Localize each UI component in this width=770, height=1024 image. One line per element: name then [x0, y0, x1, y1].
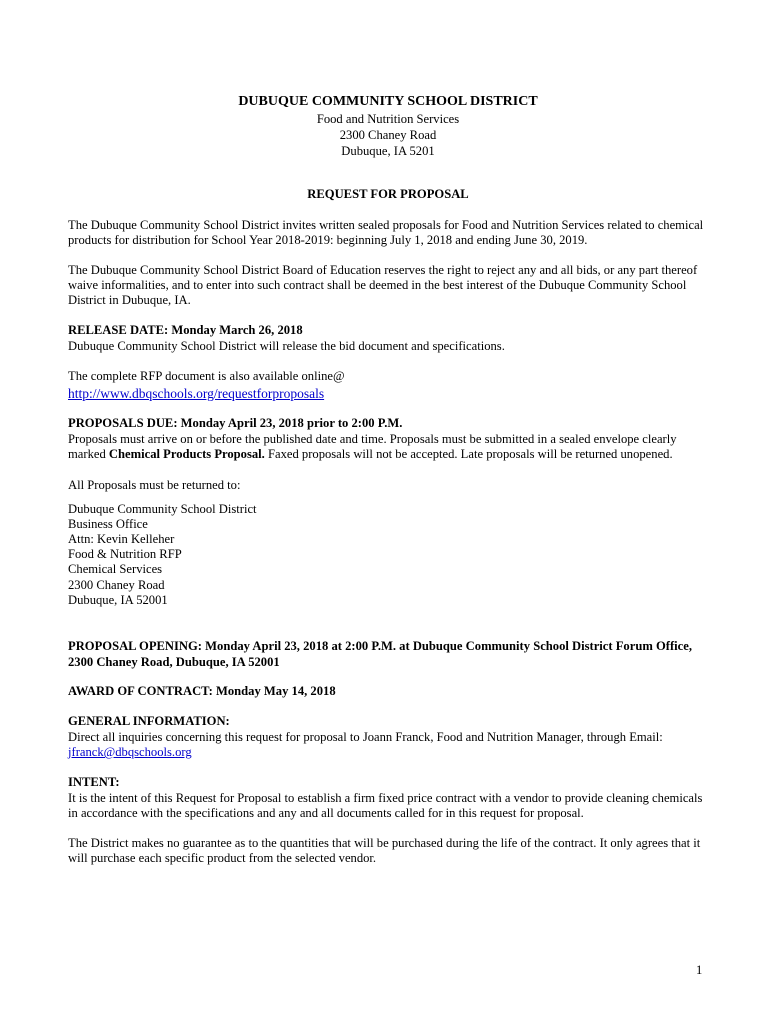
return-address-line: Chemical Services [68, 562, 163, 576]
header-address-line2: Dubuque, IA 5201 [341, 144, 435, 158]
online-availability-text: The complete RFP document is also available online@ [68, 369, 345, 383]
header-address-line1: 2300 Chaney Road [339, 128, 437, 142]
district-name: DUBUQUE COMMUNITY SCHOOL DISTRICT [238, 94, 538, 109]
rfp-url-link[interactable]: http://www.dbqschools.org/requestforproposals [68, 386, 325, 401]
contact-email-wrapper [68, 745, 708, 760]
proposals-due-heading: PROPOSALS DUE: Monday April 23, 2018 prior to 2:00 P.M. [68, 416, 403, 430]
intent-heading: INTENT: [68, 775, 120, 789]
intent-line1: It is the intent of this Request for Proposal to establish a firm fixed price contract with a vendor to provide cleaning chemicals [68, 791, 703, 805]
intro-line1: The Dubuque Community School District invites written sealed proposals for Food and Nutrition Services related to chemical [68, 218, 704, 232]
release-date-text: Dubuque Community School District will release the bid document and specifications. [68, 339, 505, 353]
board-line3: District in Dubuque, IA. [68, 293, 191, 307]
proposal-opening-line2: 2300 Chaney Road, Dubuque, IA 52001 [68, 655, 280, 669]
proposals-due-line2 [68, 447, 708, 462]
return-address-line: Dubuque Community School District [68, 502, 257, 516]
contact-email-link[interactable]: jfranck@dbqschools.org [68, 745, 192, 759]
rfp-heading: REQUEST FOR PROPOSAL [307, 187, 469, 201]
page-number: 1 [696, 963, 703, 977]
intent-line2: in accordance with the specifications and any and all documents called for in this request for proposal. [68, 806, 584, 820]
return-address-line: Attn: Kevin Kelleher [68, 532, 175, 546]
intro-line2: products for distribution for School Year 2018-2019: beginning July 1, 2018 and ending June 30, 2019. [68, 233, 588, 247]
board-line2: waive informalities, and to enter into such contract shall be deemed in the best interest of the Dubuque Community School [68, 278, 687, 292]
rfp-url-wrapper [68, 386, 708, 402]
proposals-due-line2-post: Faxed proposals will not be accepted. Late proposals will be returned unopened. [264, 447, 673, 461]
chemical-products-proposal-label: Chemical Products Proposal. [108, 447, 265, 461]
guarantee-line2: will purchase each specific product from the selected vendor. [68, 851, 377, 865]
return-address-line: Food & Nutrition RFP [68, 547, 182, 561]
return-address-line: 2300 Chaney Road [68, 578, 165, 592]
department-name: Food and Nutrition Services [316, 112, 460, 126]
proposals-due-line1: Proposals must arrive on or before the published date and time. Proposals must be submitted in a sealed envelope clearly [68, 432, 677, 446]
award-of-contract-heading: AWARD OF CONTRACT: Monday May 14, 2018 [68, 684, 336, 698]
return-address-line: Business Office [68, 517, 148, 531]
guarantee-line1: The District makes no guarantee as to the quantities that will be purchased during the life of the contract. It only agrees that it [68, 836, 701, 850]
board-line1: The Dubuque Community School District Board of Education reserves the right to reject any and all bids, or any part thereof [68, 263, 698, 277]
general-information-heading: GENERAL INFORMATION: [68, 714, 230, 728]
proposals-due-line2-pre: marked [68, 447, 109, 461]
return-to-intro: All Proposals must be returned to: [68, 478, 241, 492]
general-information-text: Direct all inquiries concerning this request for proposal to Joann Franck, Food and Nutrition Manager, through Email: [68, 730, 663, 744]
release-date-heading: RELEASE DATE: Monday March 26, 2018 [68, 323, 303, 337]
return-address-line: Dubuque, IA 52001 [68, 593, 168, 607]
proposal-opening-line1: PROPOSAL OPENING: Monday April 23, 2018 at 2:00 P.M. at Dubuque Community School District Forum Office, [68, 639, 692, 653]
